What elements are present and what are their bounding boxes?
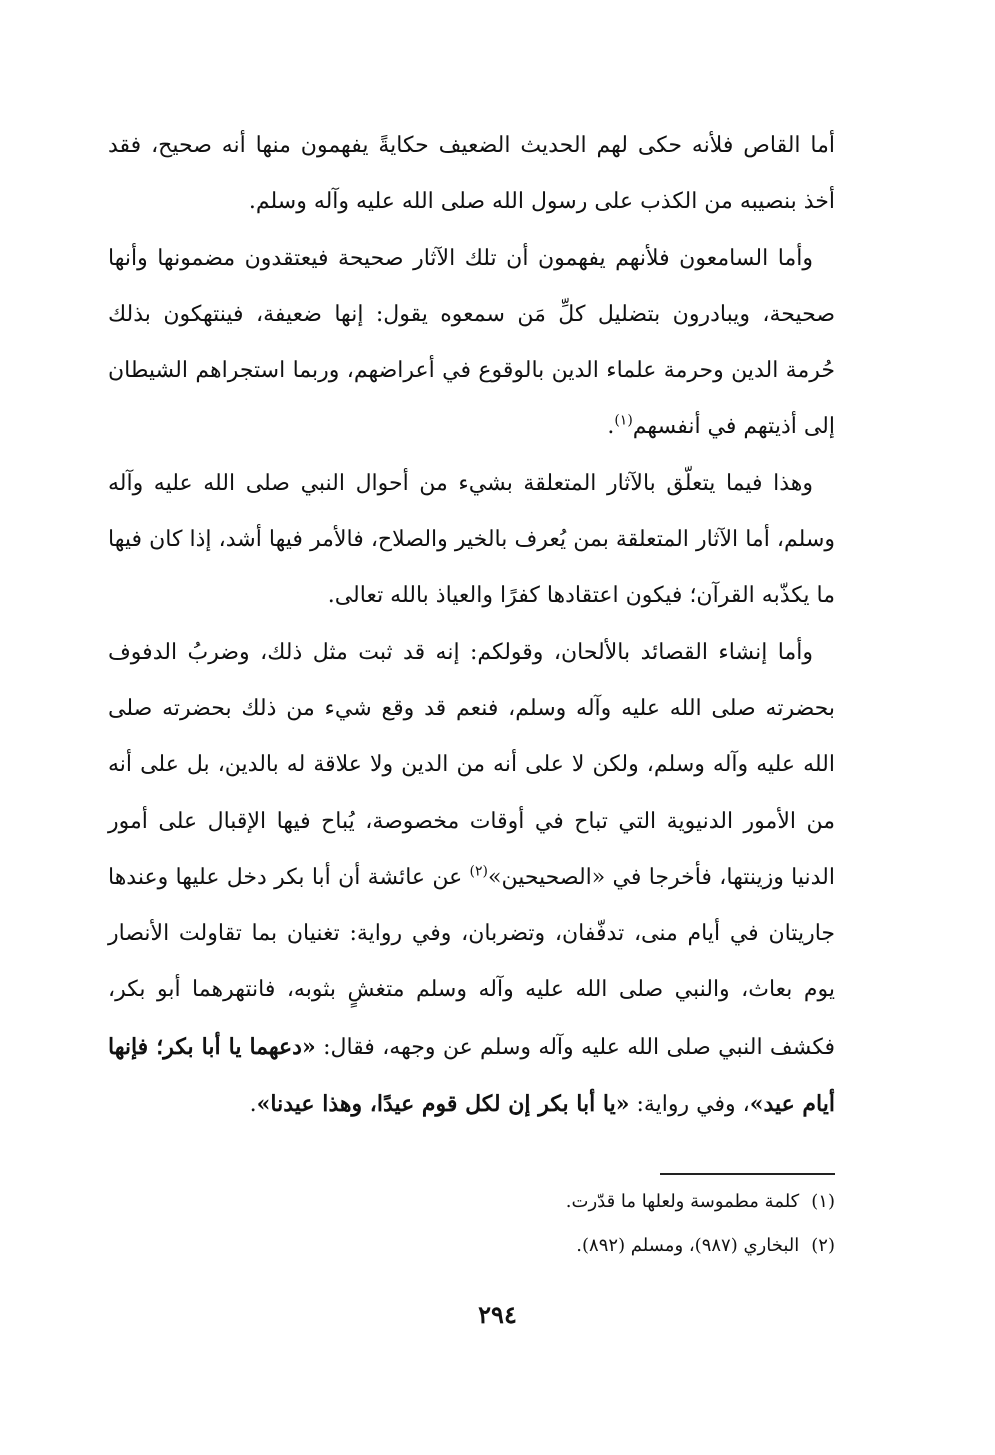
paragraph-4-text: وأما إنشاء القصائد بالألحان، وقولكم: إنه قد ثبت مثل ذلك، وضربُ الدفوف بحضرته صلى الله عليه وآله وسلم، فنعم قد وقع شيء من ذلك بحضرته صلى الله عليه وآله وسلم، ولكن لا على أنه من الدين ولا علاقة له بالدين، بل على أنه من الأمور الدنيوية التي تباح في أوقات مخصوصة، يُباح فيها الإقبال على أمور الدنيا وزينتها، فأخرجا في «الصحيحين» [108,639,835,890]
footnote-2-number: (٢) [811,1235,835,1256]
footnote-divider [660,1173,835,1175]
paragraph-4-tail: . [249,1092,257,1118]
footnote-2-text: البخاري (٩٨٧)، ومسلم (٨٩٢). [576,1235,800,1256]
footnotes [108,1180,835,1268]
footnote-2 [108,1224,835,1268]
paragraph-4-text-2: عن عائشة أن أبا بكر دخل عليها وعندها جاريتان في أيام منى، تدفّفان، وتضربان، وفي رواية: تغنيان بما تقاولت الأنصار يوم بعاث، والنبي صلى الله عليه وآله وسلم متغشٍ بثوبه، فانتهرهما أبو بكر، فكشف النبي صلى الله عليه وآله وسلم عن وجهه، فقال: [108,864,835,1060]
footnote-1-text: كلمة مطموسة ولعلها ما قدّرت. [565,1191,800,1212]
footnote-ref-2: (٢) [469,863,488,880]
paragraph-2 [108,231,835,456]
footnote-1 [108,1180,835,1224]
hadith-quote-2: «يا أبا بكر إن لكل قوم عيدًا، وهذا عيدنا» [256,1091,630,1118]
page-number: ٢٩٤ [478,1300,517,1329]
footnote-1-number: (١) [811,1191,835,1212]
footnote-ref-1: (١) [614,413,633,430]
paragraph-1 [108,118,835,231]
paragraph-3 [108,456,835,625]
main-text [108,118,835,1133]
paragraph-2-text: وأما السامعون فلأنهم يفهمون أن تلك الآثار صحيحة فيعتقدون مضمونها وأنها صحيحة، ويبادرون بتضليل كلِّ مَن سمعوه يقول: إنها ضعيفة، فينتهكون بذلك حُرمة الدين وحرمة علماء الدين بالوقوع في أعراضهم، وربما استجراهم الشيطان إلى أذيتهم في أنفسهم [108,245,835,440]
paragraph-4 [108,625,835,1134]
paragraph-4-text-3: ، وفي رواية: [629,1092,750,1118]
hadith-quote-1: «دعهما يا أبا بكر؛ فإنها أيام عيد» [108,1033,835,1118]
paragraph-1-text: أما القاص فلأنه حكى لهم الحديث الضعيف حكايةً يفهمون منها أنه صحيح، فقد أخذ بنصيبه من الكذب على رسول الله صلى الله عليه وآله وسلم. [108,133,835,215]
paragraph-3-text: وهذا فيما يتعلّق بالآثار المتعلقة بشيء من أحوال النبي صلى الله عليه وآله وسلم، أما الآثار المتعلقة بمن يُعرف بالخير والصلاح، فالأمر فيها أشد، إذا كان فيها ما يكذّبه القرآن؛ فيكون اعتقادها كفرًا والعياذ بالله تعالى. [108,470,835,609]
paragraph-2-tail: . [607,414,615,440]
